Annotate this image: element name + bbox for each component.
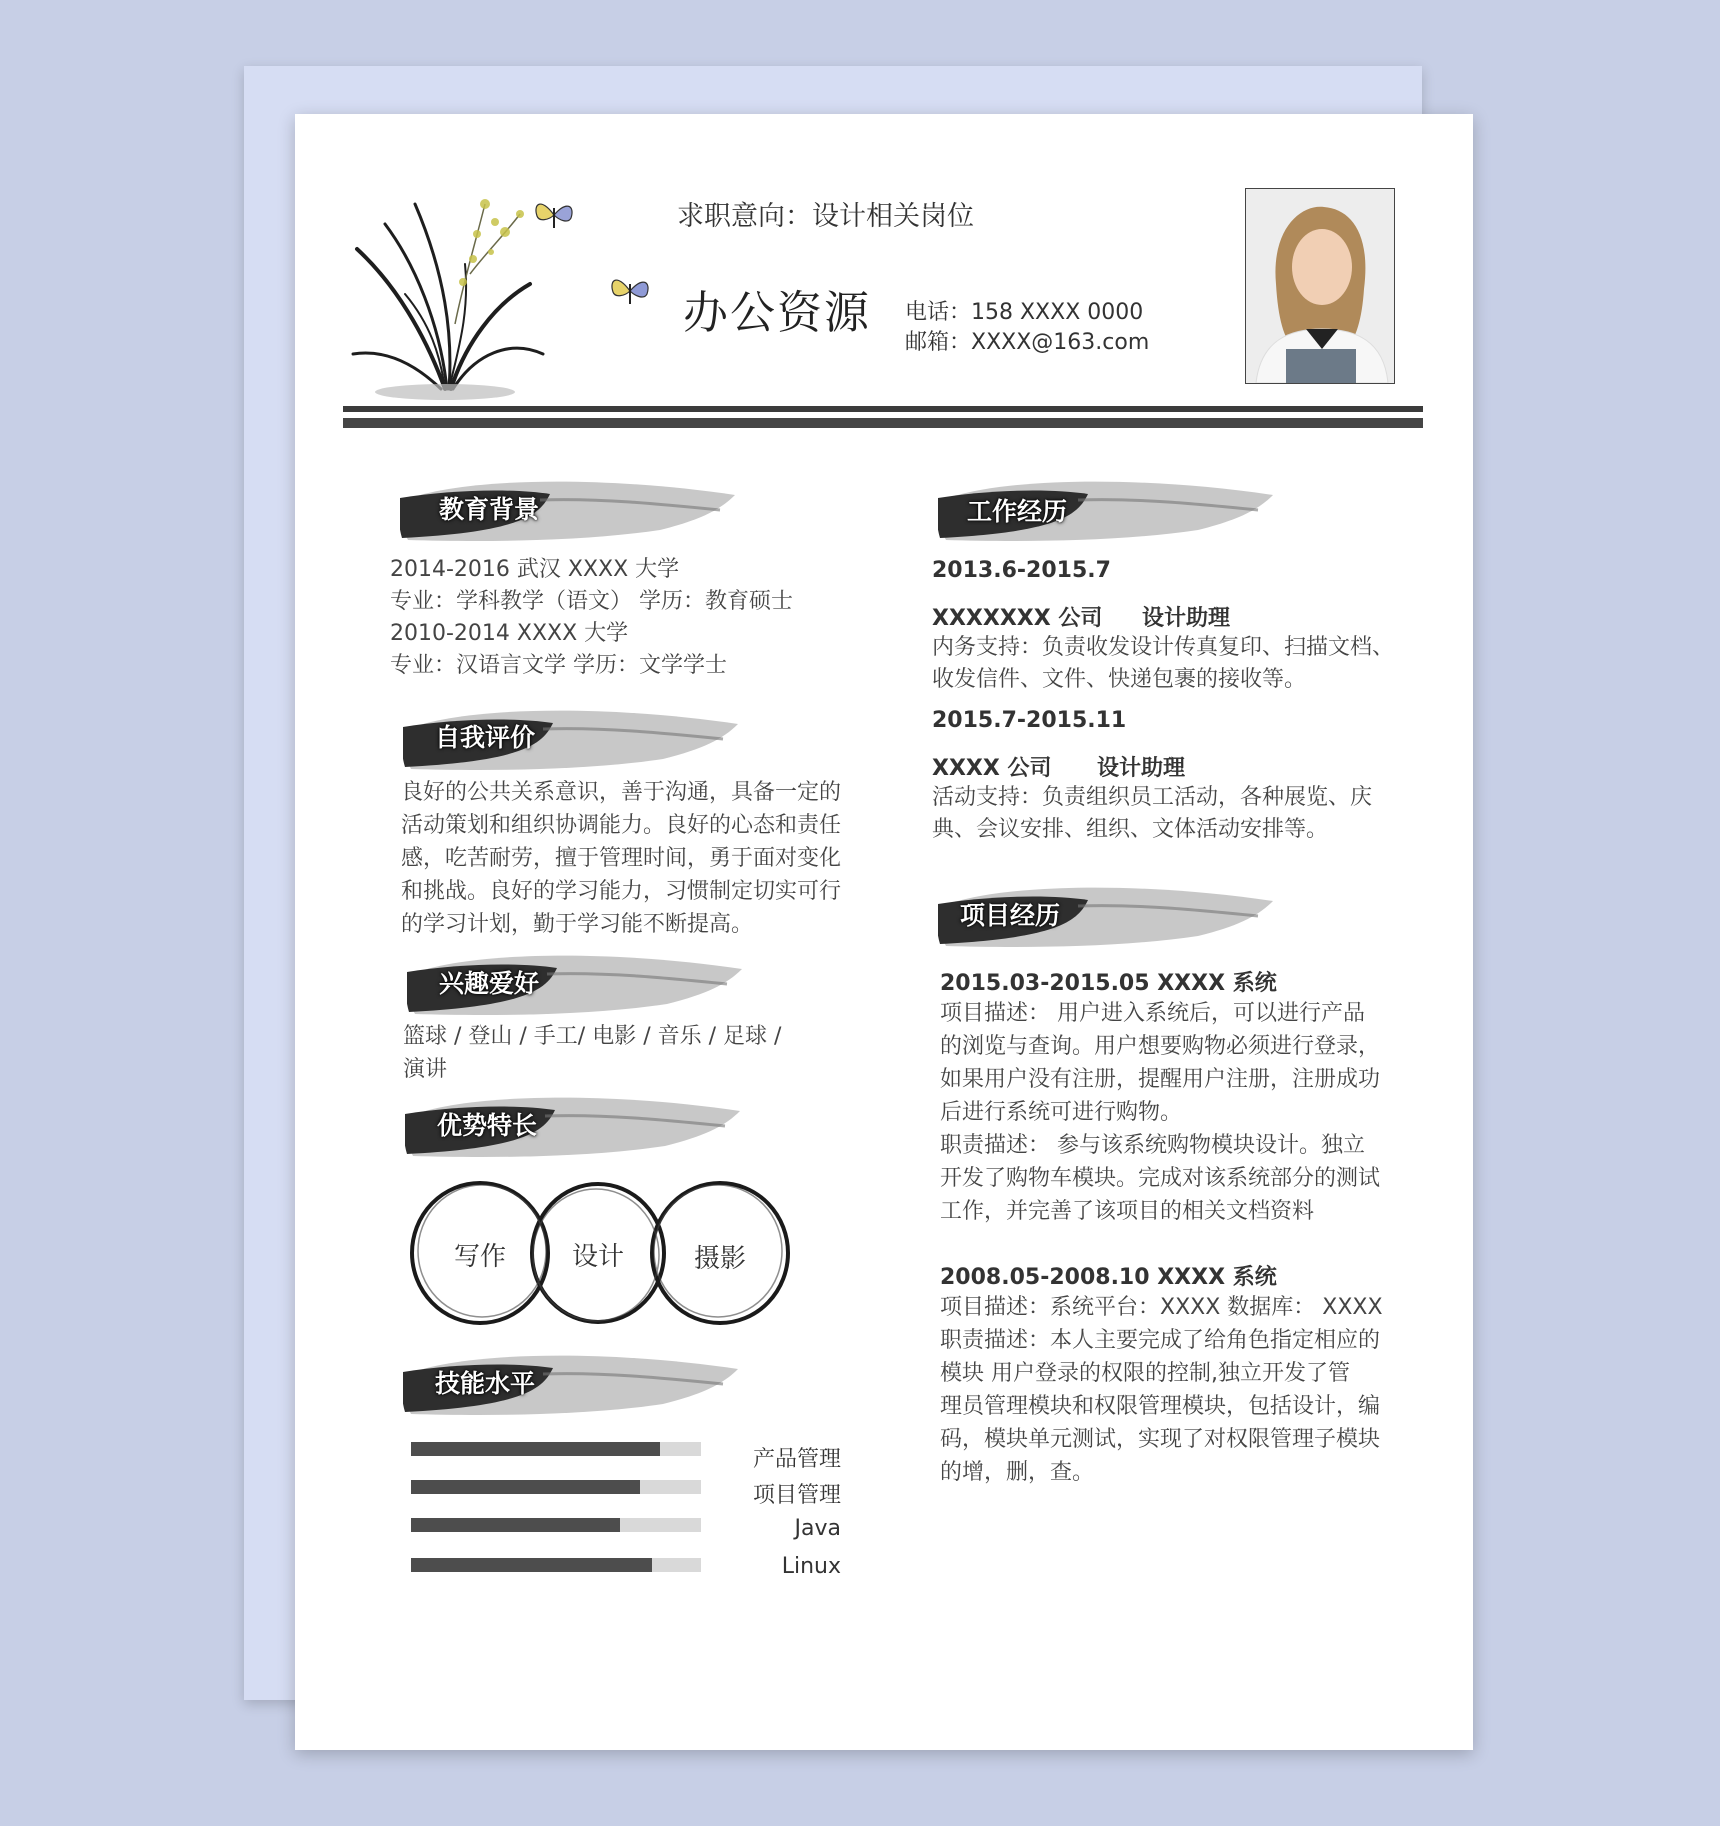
education-line: 专业：学科教学（语文） 学历：教育硕士 <box>390 589 793 614</box>
project-line: 项目描述：系统平台：XXXX 数据库： XXXX <box>940 1295 1383 1320</box>
job-role: 设计助理 <box>1142 606 1231 631</box>
job-line: 典、会议安排、组织、文体活动安排等。 <box>932 817 1329 842</box>
self-eval-line: 良好的公共关系意识，善于沟通，具备一定的 <box>401 780 842 805</box>
applicant-name: 办公资源 <box>683 286 872 339</box>
butterfly-icon <box>607 268 653 314</box>
person-avatar-icon <box>1246 189 1394 383</box>
project-heading: 2015.03-2015.05 XXXX 系统 <box>940 971 1277 996</box>
hobbies-line: 篮球 / 登山 / 手工/ 电影 / 音乐 / 足球 / <box>403 1024 782 1049</box>
job-line: 活动支持：负责组织员工活动，各种展览、庆 <box>932 785 1373 810</box>
strength-item: 写作 <box>454 1242 507 1272</box>
section-title-hobbies: 兴趣爱好 <box>439 969 540 998</box>
contact-info <box>905 298 1149 358</box>
job-description <box>932 632 1394 696</box>
skill-bar-fill <box>411 1480 640 1494</box>
project-description <box>940 1291 1400 1489</box>
project-line: 的浏览与查询。用户想要购物必须进行登录， <box>940 1034 1381 1059</box>
self-eval-line: 的学习计划，勤于学习能不断提高。 <box>401 912 754 937</box>
hobbies-line: 演讲 <box>403 1057 448 1082</box>
skill-bar <box>411 1480 701 1496</box>
skill-label: 项目管理 <box>752 1483 841 1508</box>
email: 邮箱：XXXX@163.com <box>905 330 1150 355</box>
project-heading: 2008.05-2008.10 XXXX 系统 <box>940 1265 1277 1290</box>
skill-bar-fill <box>411 1442 660 1456</box>
orchid-illustration <box>345 164 545 404</box>
resume-page <box>295 114 1473 1750</box>
education-line: 2010-2014 XXXX 大学 <box>390 621 629 646</box>
job-role: 设计助理 <box>1097 756 1186 781</box>
self-eval-line: 活动策划和组织协调能力。良好的心态和责任 <box>401 813 842 838</box>
header-rule-thin <box>343 418 1423 428</box>
header-rule <box>343 406 1423 412</box>
skill-bar <box>411 1558 701 1574</box>
skill-bar <box>411 1518 701 1534</box>
section-title-education: 教育背景 <box>439 495 540 524</box>
section-title-strengths: 优势特长 <box>437 1111 538 1140</box>
strength-item: 摄影 <box>694 1244 747 1274</box>
project-line: 职责描述： 参与该系统购物模块设计。独立 <box>940 1133 1365 1158</box>
job-period: 2013.6-2015.7 <box>932 558 1111 583</box>
self-eval-line: 和挑战。良好的学习能力，习惯制定切实可行 <box>401 879 842 904</box>
skill-label: Java <box>794 1516 841 1541</box>
project-line: 工作，并完善了该项目的相关文档资料 <box>940 1199 1315 1224</box>
project-line: 如果用户没有注册，提醒用户注册，注册成功 <box>940 1067 1381 1092</box>
project-description <box>940 997 1400 1228</box>
skill-bar-fill <box>411 1558 652 1572</box>
profile-photo <box>1245 188 1395 384</box>
education-line: 专业：汉语言文学 学历：文学学士 <box>390 653 727 678</box>
hobbies-text <box>403 1020 843 1086</box>
job-company: XXXXXXX 公司 <box>932 606 1103 631</box>
project-line: 码，模块单元测试，实现了对权限管理子模块 <box>940 1427 1381 1452</box>
butterfly-icon <box>531 192 577 238</box>
job-intent: 求职意向：设计相关岗位 <box>677 201 974 232</box>
project-line: 后进行系统可进行购物。 <box>940 1100 1183 1125</box>
skill-bar-track <box>411 1518 701 1532</box>
project-line: 理员管理模块和权限管理模块，包括设计，编 <box>940 1394 1381 1419</box>
skill-label: Linux <box>781 1554 841 1579</box>
strength-item: 设计 <box>572 1242 625 1272</box>
self-eval-line: 感，吃苦耐劳，擅于管理时间，勇于面对变化 <box>401 846 842 871</box>
skill-bar-track <box>411 1442 701 1456</box>
job-line: 收发信件、文件、快递包裹的接收等。 <box>932 667 1307 692</box>
education-details <box>390 554 793 682</box>
job-description <box>932 782 1372 846</box>
strengths-circles <box>410 1178 810 1328</box>
job-line: 内务支持：负责收发设计传真复印、扫描文档、 <box>932 635 1395 660</box>
section-title-work: 工作经历 <box>967 497 1068 526</box>
project-line: 的增，删，查。 <box>940 1460 1095 1485</box>
self-eval-text <box>401 776 841 941</box>
section-title-skills: 技能水平 <box>435 1369 536 1398</box>
education-line: 2014-2016 武汉 XXXX 大学 <box>390 557 680 582</box>
project-line: 开发了购物车模块。完成对该系统部分的测试 <box>940 1166 1381 1191</box>
project-line: 职责描述：本人主要完成了给角色指定相应的 <box>940 1328 1381 1353</box>
section-title-projects: 项目经历 <box>960 901 1061 930</box>
skill-bar-track <box>411 1480 701 1494</box>
job-period: 2015.7-2015.11 <box>932 708 1127 733</box>
skill-bar-track <box>411 1558 701 1572</box>
skill-bar <box>411 1442 701 1458</box>
project-line: 模块 用户登录的权限的控制,独立开发了管 <box>940 1361 1350 1386</box>
project-line: 项目描述： 用户进入系统后，可以进行产品 <box>940 1001 1365 1026</box>
job-company: XXXX 公司 <box>932 756 1052 781</box>
phone: 电话：158 XXXX 0000 <box>905 300 1144 325</box>
skill-label: 产品管理 <box>752 1447 841 1472</box>
skill-bar-fill <box>411 1518 620 1532</box>
section-title-self-eval: 自我评价 <box>435 723 536 752</box>
